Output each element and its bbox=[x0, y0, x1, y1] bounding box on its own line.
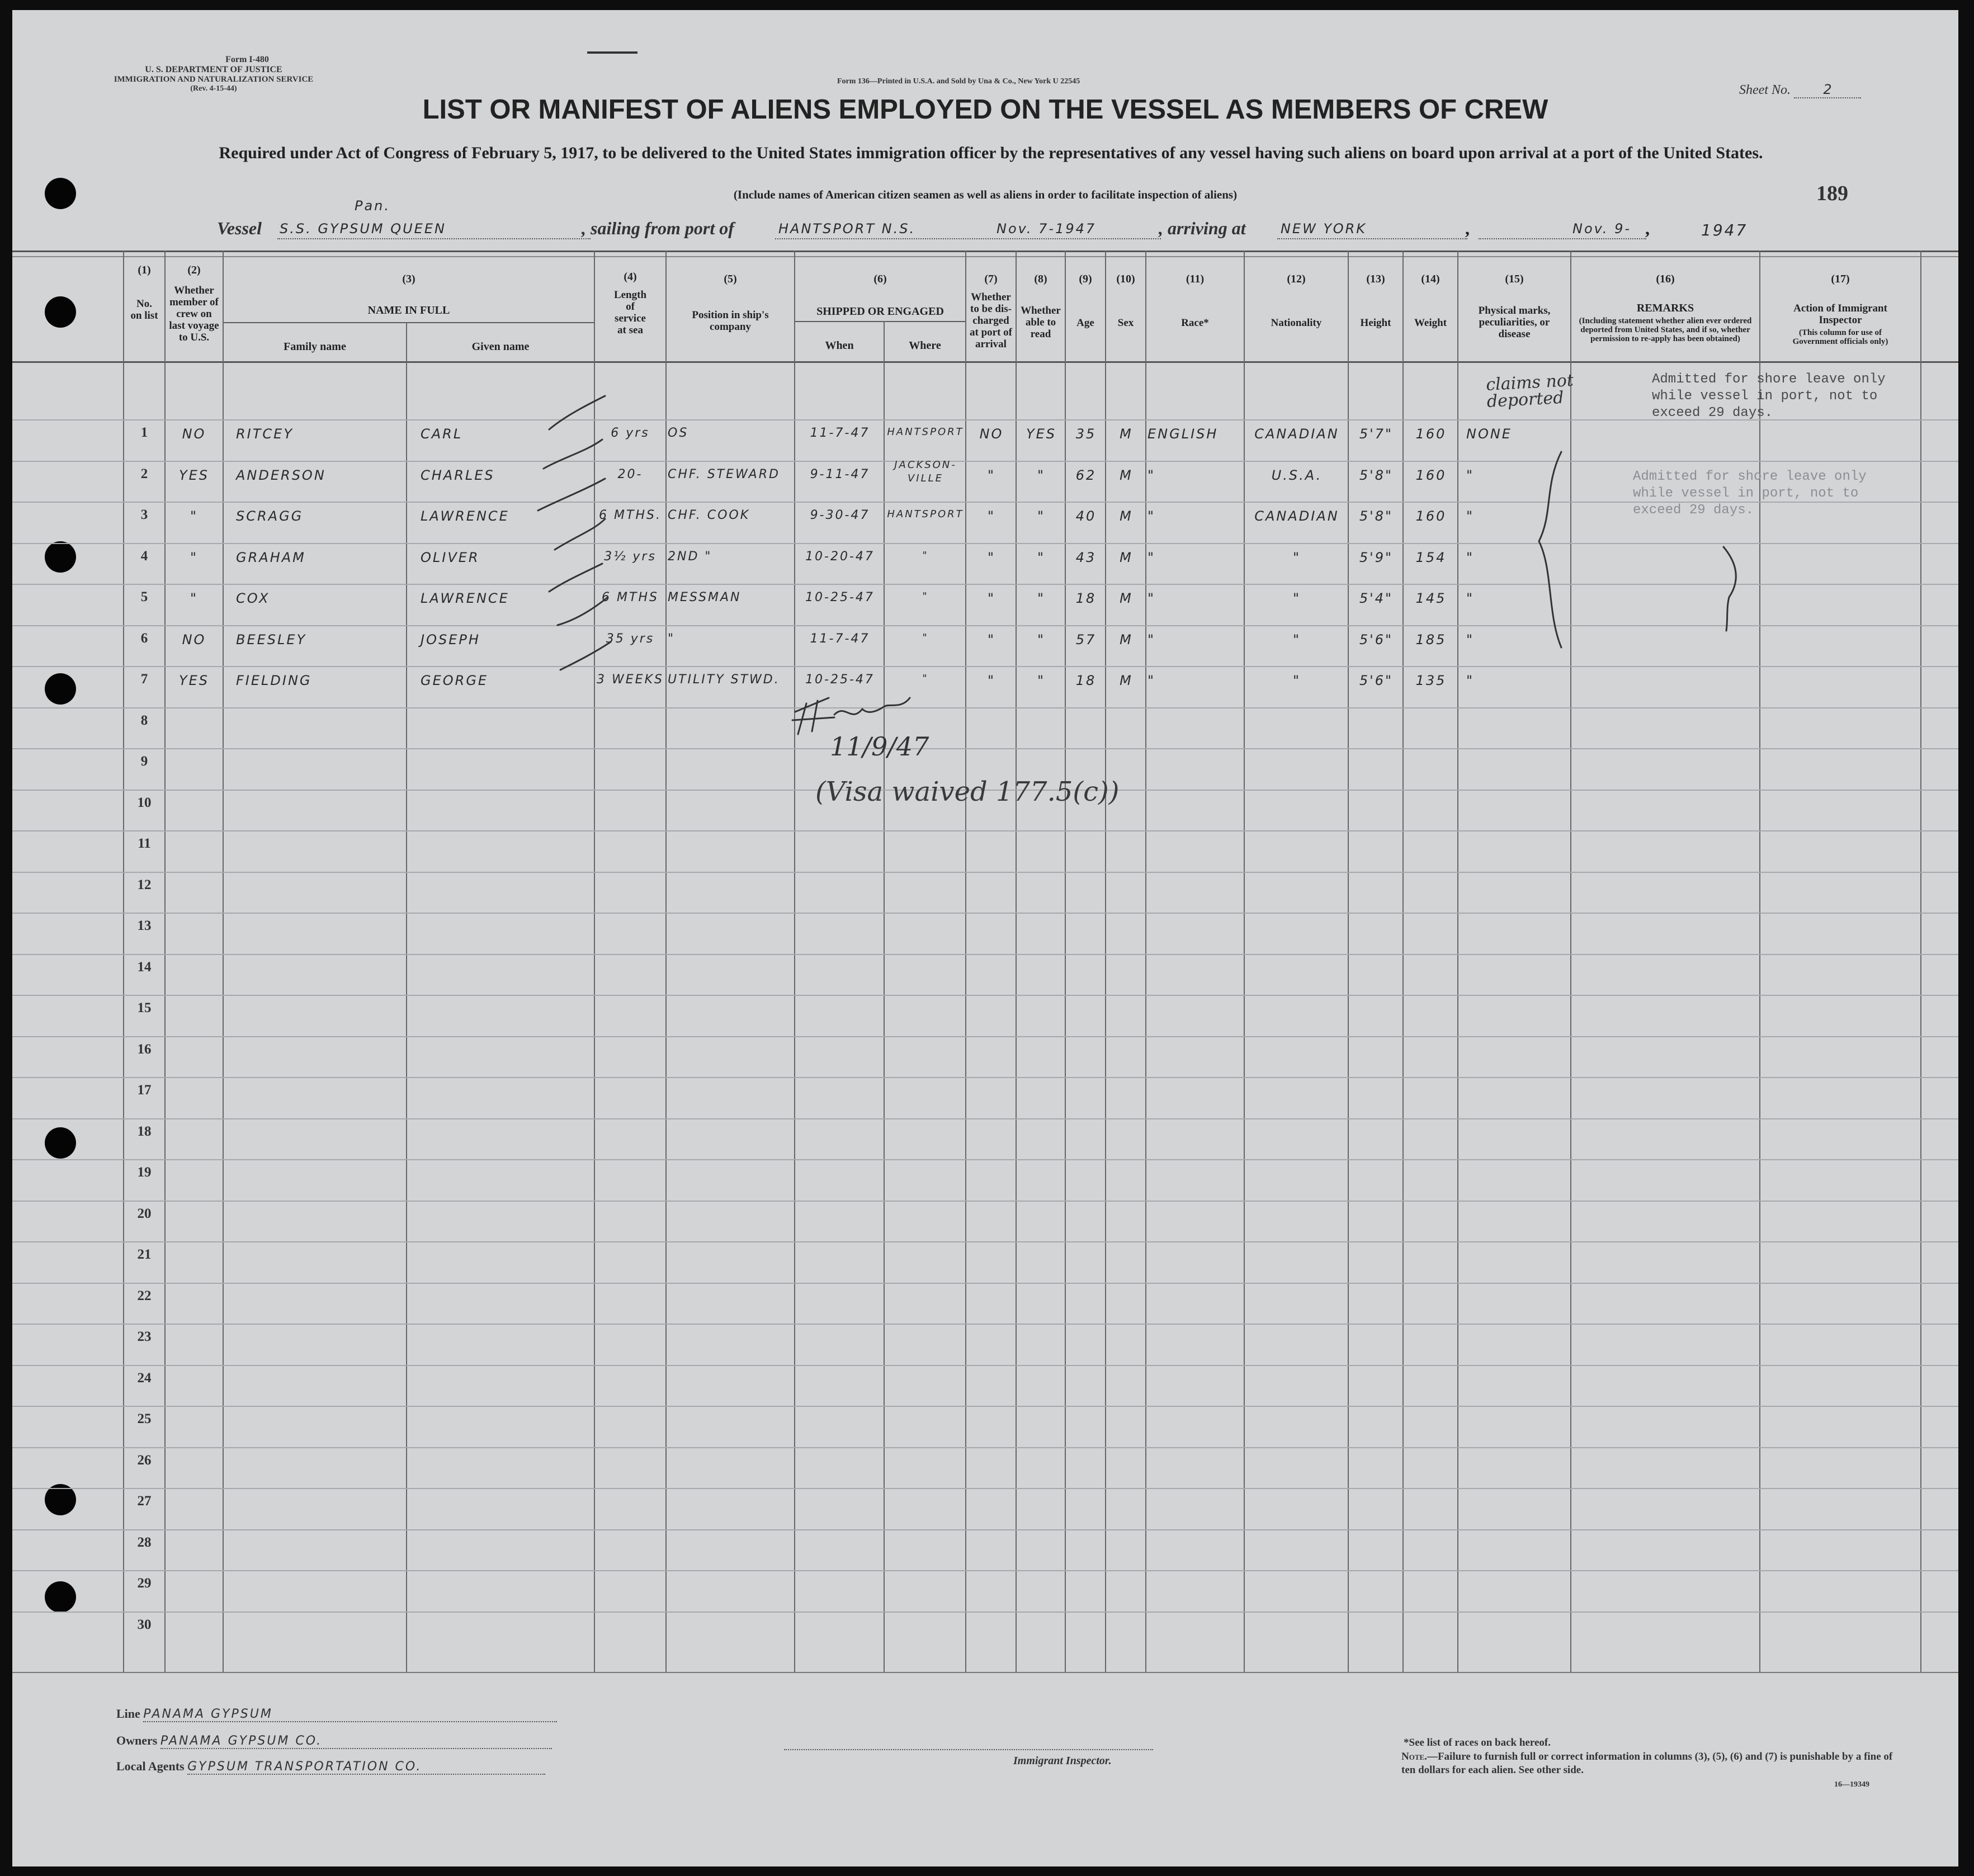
line-label: Line bbox=[116, 1707, 140, 1721]
inspector-line bbox=[784, 1749, 1153, 1750]
col-label: NAME IN FULL bbox=[367, 304, 450, 316]
crew-shipped-where: HANTSPORT bbox=[887, 508, 964, 520]
crew-sex: M bbox=[1120, 426, 1133, 442]
when-header: When bbox=[825, 339, 854, 352]
col-num: (12) bbox=[1287, 273, 1306, 285]
crew-family-name: BEESLEY bbox=[236, 632, 307, 648]
col-label: Nationality bbox=[1271, 317, 1322, 329]
row-number: 8 bbox=[140, 713, 148, 728]
crew-service-length: 3 WEEKS bbox=[597, 673, 664, 687]
note-label: Note.— bbox=[1401, 1751, 1438, 1762]
crew-discharged: NO bbox=[979, 426, 1004, 442]
crew-age: 43 bbox=[1075, 550, 1097, 565]
col-num: (8) bbox=[1034, 273, 1047, 285]
revision-date: (Rev. 4-15-44) bbox=[190, 84, 237, 93]
crew-able-to-read: " bbox=[1037, 590, 1046, 606]
vessel-name: S.S. GYPSUM QUEEN bbox=[280, 221, 446, 237]
owners-field bbox=[116, 1733, 552, 1749]
check-mark bbox=[558, 597, 608, 625]
row-number: 13 bbox=[137, 918, 152, 933]
crew-position: " bbox=[668, 632, 676, 646]
department-name: U. S. DEPARTMENT OF JUSTICE bbox=[145, 65, 282, 74]
crew-age: 35 bbox=[1075, 426, 1097, 442]
col-num: (10) bbox=[1116, 273, 1135, 285]
crew-given-name: LAWRENCE bbox=[421, 508, 509, 524]
crew-position: 2ND " bbox=[668, 550, 712, 564]
sheet-label: Sheet No. bbox=[1739, 83, 1791, 97]
row-number: 27 bbox=[137, 1494, 152, 1509]
crew-shipped-where: HANTSPORT bbox=[887, 426, 964, 438]
arriving-label: , arriving at bbox=[1159, 218, 1246, 238]
crew-family-name: COX bbox=[236, 590, 270, 606]
failure-note bbox=[1401, 1750, 1905, 1777]
sailing-label: , sailing from port of bbox=[582, 218, 734, 238]
check-mark bbox=[549, 564, 602, 592]
signature-strokes bbox=[792, 698, 834, 734]
crew-shipped-where: " bbox=[922, 632, 929, 644]
crew-position: OS bbox=[668, 426, 689, 440]
remarks-stamp-1: Admitted for shore leave only while vessel in port, not to exceed 29 days. bbox=[1652, 372, 1886, 420]
crew-service-length: 3½ yrs bbox=[604, 550, 657, 564]
include-note: (Include names of American citizen seamen as well as aliens in order to facilitate inspection of aliens) bbox=[733, 188, 1238, 201]
crew-age: 57 bbox=[1075, 632, 1097, 648]
row-number: 9 bbox=[140, 754, 148, 769]
crew-height: 5'8" bbox=[1359, 467, 1394, 483]
crew-sex: M bbox=[1120, 632, 1133, 648]
check-mark bbox=[544, 440, 602, 469]
col-num: (7) bbox=[984, 273, 998, 285]
crew-physical-marks: NONE bbox=[1466, 426, 1512, 442]
check-marks bbox=[12, 10, 1958, 1866]
crew-weight: 135 bbox=[1415, 673, 1447, 688]
crew-sex: M bbox=[1120, 673, 1133, 688]
col-label: Whether able to read bbox=[1021, 305, 1061, 340]
crew-nationality: " bbox=[1292, 550, 1301, 565]
races-note: *See list of races on back hereof. bbox=[1404, 1737, 1551, 1749]
form-code: 16—19349 bbox=[1834, 1780, 1869, 1789]
crew-shipped-where: " bbox=[922, 550, 929, 561]
crew-shipped-where: JACKSON-VILLE bbox=[894, 459, 957, 484]
row-number: 17 bbox=[137, 1083, 152, 1098]
col-label: Sex bbox=[1117, 317, 1134, 329]
crew-last-voyage: YES bbox=[178, 467, 210, 483]
crew-able-to-read: YES bbox=[1026, 426, 1057, 442]
crew-physical-marks: " bbox=[1466, 632, 1475, 648]
owners-label: Owners bbox=[116, 1733, 158, 1747]
crew-position: CHF. COOK bbox=[668, 508, 750, 522]
crew-sex: M bbox=[1120, 590, 1133, 606]
crew-age: 18 bbox=[1075, 590, 1097, 606]
row-number: 21 bbox=[137, 1247, 152, 1262]
crew-weight: 160 bbox=[1415, 467, 1447, 483]
col-num: (1) bbox=[138, 264, 151, 276]
row-number: 11 bbox=[138, 836, 151, 851]
row-number: 2 bbox=[140, 466, 148, 481]
crew-able-to-read: " bbox=[1037, 673, 1046, 688]
crew-given-name: CARL bbox=[421, 426, 463, 442]
page-stamp-number: 189 bbox=[1816, 182, 1848, 205]
crew-physical-marks: " bbox=[1466, 550, 1475, 565]
col-num: (3) bbox=[402, 273, 415, 285]
col-label: Position in ship's company bbox=[692, 309, 769, 333]
vessel-label: Vessel bbox=[217, 218, 262, 238]
subtitle: Required under Act of Congress of February 5, 1917, to be delivered to the United States immigration officer by the representatives of any vessel having such aliens on board upon arrival at a port of the United States. bbox=[219, 144, 1763, 162]
crew-height: 5'6" bbox=[1359, 632, 1394, 648]
crew-family-name: RITCEY bbox=[236, 426, 294, 442]
crew-given-name: JOSEPH bbox=[421, 632, 480, 648]
arrive-port: NEW YORK bbox=[1281, 221, 1367, 237]
crew-height: 5'7" bbox=[1359, 426, 1394, 442]
crew-height: 5'6" bbox=[1359, 673, 1394, 688]
brace-mark bbox=[1723, 547, 1736, 631]
crew-age: 62 bbox=[1075, 467, 1097, 483]
check-mark bbox=[538, 479, 605, 511]
crew-last-voyage: YES bbox=[178, 673, 210, 688]
remarks-stamp-2: Admitted for shore leave only while vessel in port, not to exceed 29 days. bbox=[1633, 469, 1867, 518]
vessel-annotation: Pan. bbox=[355, 198, 391, 214]
crew-able-to-read: " bbox=[1037, 550, 1046, 565]
where-header: Where bbox=[909, 339, 941, 352]
row-number: 6 bbox=[140, 631, 148, 646]
crew-physical-marks: " bbox=[1466, 467, 1475, 483]
arrive-year: 1947 bbox=[1701, 221, 1748, 239]
crew-given-name: OLIVER bbox=[421, 550, 480, 565]
crew-weight: 160 bbox=[1415, 508, 1447, 524]
agents-label: Local Agents bbox=[116, 1759, 185, 1773]
crew-nationality: " bbox=[1292, 590, 1301, 606]
crew-shipped-when: 11-7-47 bbox=[810, 632, 870, 646]
row-number: 4 bbox=[140, 549, 148, 564]
crew-family-name: GRAHAM bbox=[236, 550, 306, 565]
col-label: Race* bbox=[1181, 317, 1209, 329]
crew-race: " bbox=[1147, 467, 1156, 483]
col-label: Whether member of crew on last voyage to U.S. bbox=[169, 285, 219, 343]
crew-shipped-where: " bbox=[922, 590, 929, 602]
col-num: (11) bbox=[1186, 273, 1205, 285]
col-num: (13) bbox=[1366, 273, 1385, 285]
col-num: (2) bbox=[187, 264, 201, 276]
service-name: IMMIGRATION AND NATURALIZATION SERVICE bbox=[114, 75, 314, 84]
crew-given-name: GEORGE bbox=[421, 673, 489, 688]
crew-age: 40 bbox=[1075, 508, 1097, 524]
crew-nationality: CANADIAN bbox=[1254, 508, 1339, 524]
crew-shipped-when: 10-25-47 bbox=[805, 590, 875, 604]
crew-nationality: CANADIAN bbox=[1254, 426, 1339, 442]
check-mark bbox=[549, 396, 605, 429]
given-name-header: Given name bbox=[471, 341, 530, 353]
row-number: 1 bbox=[140, 425, 148, 440]
crew-weight: 154 bbox=[1415, 550, 1447, 565]
crew-service-length: 20- bbox=[617, 467, 643, 481]
col-label: REMARKS bbox=[1636, 302, 1694, 314]
col-sublabel: (This column for use of Government officials only) bbox=[1792, 328, 1888, 346]
row-number: 23 bbox=[137, 1329, 152, 1344]
col-label: SHIPPED OR ENGAGED bbox=[816, 305, 944, 318]
crew-sex: M bbox=[1120, 508, 1133, 524]
col-sublabel: (Including statement whether alien ever ordered deported from United States, and if so, whether permission to re-apply has been obtained) bbox=[1579, 316, 1752, 343]
agents-value: GYPSUM TRANSPORTATION CO. bbox=[187, 1760, 545, 1775]
check-mark bbox=[560, 642, 611, 670]
col-label: No. on list bbox=[130, 298, 158, 322]
crew-able-to-read: " bbox=[1037, 467, 1046, 483]
sailing-date: Nov. 7-1947 bbox=[997, 221, 1097, 237]
crew-weight: 160 bbox=[1415, 426, 1447, 442]
crew-height: 5'4" bbox=[1359, 590, 1394, 606]
family-name-header: Family name bbox=[284, 341, 346, 353]
col-num: (14) bbox=[1421, 273, 1440, 285]
row-number: 20 bbox=[137, 1206, 152, 1221]
crew-weight: 145 bbox=[1415, 590, 1447, 606]
form-number: Form I-480 bbox=[225, 55, 269, 64]
crew-race: " bbox=[1147, 673, 1156, 688]
row-number: 10 bbox=[137, 795, 152, 810]
crew-shipped-when: 10-25-47 bbox=[805, 673, 875, 687]
signature-date: 11/9/47 bbox=[830, 731, 929, 762]
owners-value: PANAMA GYPSUM CO. bbox=[160, 1734, 552, 1749]
crew-physical-marks: " bbox=[1466, 673, 1475, 688]
col-label: Height bbox=[1360, 317, 1391, 329]
crew-nationality: U.S.A. bbox=[1271, 467, 1323, 483]
crew-discharged: " bbox=[987, 632, 996, 648]
crew-position: UTILITY STWD. bbox=[668, 673, 780, 687]
crew-weight: 185 bbox=[1415, 632, 1447, 648]
crew-last-voyage: " bbox=[190, 590, 199, 606]
crew-sex: M bbox=[1120, 550, 1133, 565]
col-num: (9) bbox=[1079, 273, 1092, 285]
note-text: Failure to furnish full or correct information in columns (3), (5), (6) and (7) is punishable by a fine of ten dollars for each alien. See other side. bbox=[1401, 1751, 1893, 1776]
row-number: 22 bbox=[137, 1288, 152, 1303]
crew-height: 5'8" bbox=[1359, 508, 1394, 524]
line-field bbox=[116, 1707, 557, 1722]
claims-note bbox=[1486, 370, 1616, 410]
row-number: 14 bbox=[137, 960, 152, 975]
crew-discharged: " bbox=[987, 590, 996, 606]
crew-race: " bbox=[1147, 632, 1156, 648]
row-number: 24 bbox=[137, 1371, 152, 1386]
crew-shipped-when: 9-30-47 bbox=[810, 508, 870, 522]
crew-discharged: " bbox=[987, 467, 996, 483]
crew-service-length: 6 yrs bbox=[611, 426, 650, 440]
crew-shipped-when: 11-7-47 bbox=[810, 426, 870, 440]
page-title: LIST OR MANIFEST OF ALIENS EMPLOYED ON THE VESSEL AS MEMBERS OF CREW bbox=[422, 94, 1548, 125]
printer-line: Form 136—Printed in U.S.A. and Sold by Una & Co., New York U 22545 bbox=[837, 77, 1080, 86]
claims-note-text: claims not deported bbox=[1485, 370, 1574, 412]
crew-position: CHF. STEWARD bbox=[668, 467, 780, 481]
check-mark bbox=[555, 519, 605, 550]
row-number: 5 bbox=[140, 589, 148, 604]
row-number: 18 bbox=[137, 1124, 152, 1139]
crew-position: MESSMAN bbox=[668, 590, 742, 604]
crew-service-length: 6 MTHS bbox=[602, 590, 659, 604]
crew-family-name: FIELDING bbox=[236, 673, 312, 688]
col-label: Age bbox=[1076, 317, 1094, 329]
crew-given-name: LAWRENCE bbox=[421, 590, 509, 606]
line-value: PANAMA GYPSUM bbox=[143, 1707, 557, 1722]
col-num: (16) bbox=[1656, 273, 1675, 285]
crew-able-to-read: " bbox=[1037, 508, 1046, 524]
row-number: 30 bbox=[137, 1617, 152, 1632]
row-number: 29 bbox=[137, 1576, 152, 1591]
crew-service-length: 6 MTHS. bbox=[599, 508, 662, 522]
brace-mark bbox=[1539, 452, 1561, 648]
col-num: (15) bbox=[1505, 273, 1524, 285]
crew-nationality: " bbox=[1292, 632, 1301, 648]
crew-physical-marks: " bbox=[1466, 508, 1475, 524]
crew-shipped-where: " bbox=[922, 673, 929, 684]
row-number: 15 bbox=[137, 1000, 152, 1015]
agents-field bbox=[116, 1759, 545, 1775]
crew-race: " bbox=[1147, 550, 1156, 565]
row-number: 26 bbox=[137, 1453, 152, 1468]
crew-service-length: 35 yrs bbox=[606, 632, 655, 646]
manifest-sheet bbox=[12, 10, 1958, 1866]
crew-race: ENGLISH bbox=[1147, 426, 1219, 442]
row-number: 12 bbox=[137, 877, 152, 892]
col-label: Physical marks, peculiarities, or disease bbox=[1478, 305, 1551, 340]
comma: , bbox=[1645, 218, 1650, 238]
crew-given-name: CHARLES bbox=[421, 467, 495, 483]
crew-last-voyage: " bbox=[190, 550, 199, 565]
crew-able-to-read: " bbox=[1037, 632, 1046, 648]
col-num: (17) bbox=[1831, 273, 1850, 285]
col-label: Weight bbox=[1414, 317, 1447, 329]
inspector-label: Immigrant Inspector. bbox=[1013, 1755, 1112, 1767]
arrive-date: Nov. 9- bbox=[1572, 221, 1632, 237]
col-label: Whether to be dis-charged at port of arrival bbox=[970, 291, 1012, 350]
crew-physical-marks: " bbox=[1466, 590, 1475, 606]
crew-shipped-when: 10-20-47 bbox=[805, 550, 875, 564]
signature-name bbox=[840, 688, 919, 710]
crew-age: 18 bbox=[1075, 673, 1097, 688]
crew-discharged: " bbox=[987, 508, 996, 524]
crew-discharged: " bbox=[987, 673, 996, 688]
crew-shipped-when: 9-11-47 bbox=[810, 467, 870, 481]
row-number: 19 bbox=[137, 1165, 152, 1180]
row-number: 28 bbox=[137, 1535, 152, 1550]
visa-note: (Visa waived 177.5(c)) bbox=[815, 776, 1120, 807]
crew-race: " bbox=[1147, 508, 1156, 524]
col-label: Length of service at sea bbox=[613, 289, 647, 336]
crew-last-voyage: NO bbox=[182, 632, 206, 648]
row-number: 3 bbox=[140, 507, 148, 522]
crew-race: " bbox=[1147, 590, 1156, 606]
row-number: 16 bbox=[137, 1042, 152, 1057]
crew-family-name: SCRAGG bbox=[236, 508, 304, 524]
crew-height: 5'9" bbox=[1359, 550, 1394, 565]
row-number: 25 bbox=[137, 1411, 152, 1426]
col-num: (6) bbox=[873, 273, 887, 285]
crew-last-voyage: NO bbox=[182, 426, 206, 442]
crew-last-voyage: " bbox=[190, 508, 199, 524]
crew-discharged: " bbox=[987, 550, 996, 565]
sheet-value: 2 bbox=[1794, 82, 1861, 98]
sailing-port: HANTSPORT N.S. bbox=[778, 221, 916, 237]
crew-family-name: ANDERSON bbox=[236, 467, 326, 483]
comma: , bbox=[1465, 218, 1470, 238]
col-num: (4) bbox=[624, 271, 637, 283]
crew-nationality: " bbox=[1292, 673, 1301, 688]
col-num: (5) bbox=[724, 273, 737, 285]
col-label: Action of Immigrant Inspector bbox=[1793, 303, 1887, 326]
crew-sex: M bbox=[1120, 467, 1133, 483]
row-number: 7 bbox=[140, 672, 148, 687]
